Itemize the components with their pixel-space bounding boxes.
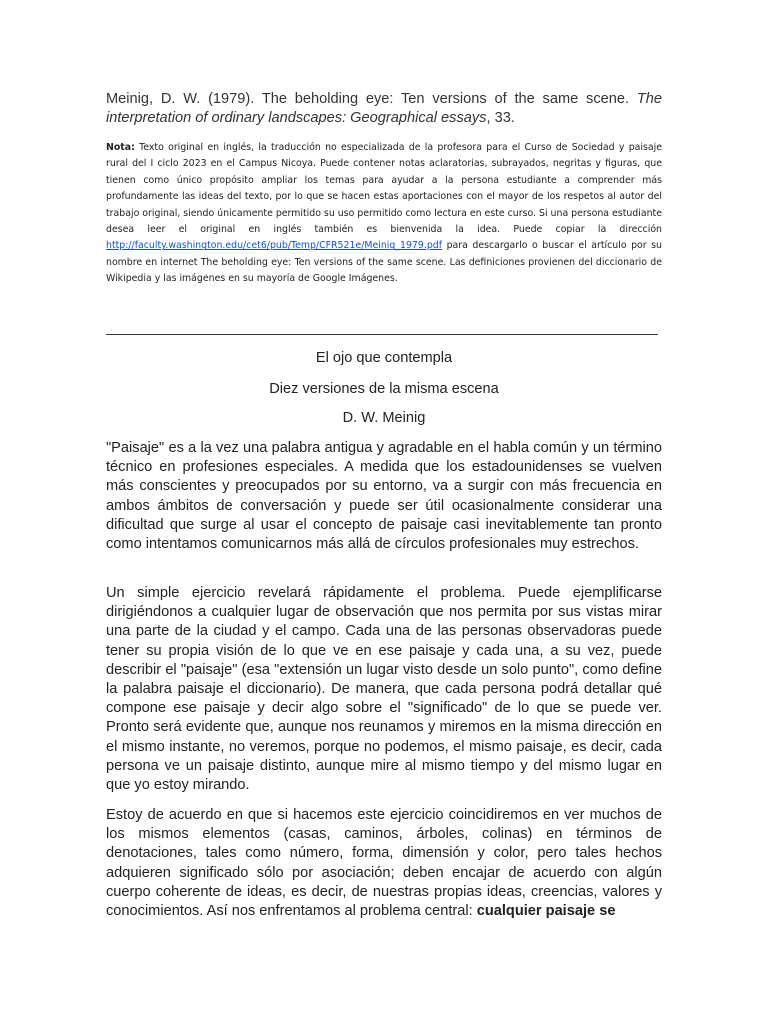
citation [106,90,662,128]
paragraph-1: "Paisaje" es a la vez una palabra antigua y agradable en el habla común y un término técnico en profesiones especiales. A medida que los estadounidenses se vuelven más conscientes y preocupados por su entorno, va a surgir con más frecuencia en ambos ámbitos de conversación y puede ser útil ocasionalmente considerar una dificultad que surge al usar el concepto de paisaje casi inevitablemente tan pronto como intentamos comunicarnos más allá de círculos profesionales muy estrechos. [106,440,662,553]
separator-line [106,334,658,335]
article-subtitle: Diez versiones de la misma escena [269,381,499,397]
paragraph-3 [106,806,662,921]
paragraph-3-text: Estoy de acuerdo en que si hacemos este ejercicio coincidiremos en ver muchos de los mismos elementos (casas, caminos, árboles, colinas) en términos de denotaciones, tales como número, forma, dimensión y color, pero tales hechos adquieren significado sólo por asociación; deben encajar de acuerdo con algún cuerpo coherente de ideas, es decir, de nuestras propias ideas, creencias, valores y conocimientos. Así nos enfrentamos al problema central: [106,807,662,920]
article-title: El ojo que contempla [315,350,453,366]
source-link[interactable]: http://faculty.washington.edu/cet6/pub/Temp/CFR521e/Meinig_1979.pdf [106,240,443,252]
note-label: Nota: [106,142,135,153]
paragraph-2: Un simple ejercicio revelará rápidamente el problema. Puede ejemplificarse dirigiéndonos a cualquier lugar de observación que nos permita por sus vistas mirar una parte de la ciudad y el campo. Cada una de las personas observadoras puede tener su propia visión de lo que ve en ese paisaje y cada una, a su vez, puede describir el "paisaje" (esa "extensión un lugar visto desde un solo punto", como define la palabra paisaje el diccionario). De manera, que cada persona podrá detallar qué compone ese paisaje y decir algo sobre el "significado" de lo que se puede ver. Pronto será evidente que, aunque nos reunamos y miremos en la misma dirección en el mismo instante, no veremos, porque no podemos, el mismo paisaje, es decir, cada persona ve un paisaje distinto, aunque mire al mismo tiempo y del mismo lugar en que yo estoy mirando. [106,585,662,794]
citation-authors-title: Meinig, D. W. (1979). The beholding eye: Ten versions of the same scene. [106,91,637,107]
note-text-1: Texto original en inglés, la traducción no especializada de la profesora para el Curso de Sociedad y paisaje rural del I ciclo 2023 en el Campus Nicoya. Puede contener notas aclaratorias, subrayados, negritas y figuras, que tienen como único propósito ampliar los temas para ayudar a la persona estudiante a comprender más profundamente las ideas del texto, por lo que se hacen estas aportaciones con el mayor de los respetos al autor del trabajo original, siendo únicamente permitido su uso permitido como lectura en este curso. Si una persona estudiante desea leer el original en inglés también es bienvenida la idea. Puede copiar la dirección [106,142,662,236]
article-author: D. W. Meinig [342,410,426,426]
paragraph-3-bold: cualquier paisaje se [476,903,616,920]
citation-book-title: The interpretation of ordinary landscapes: Geographical essays [106,91,662,126]
note-text-2: para descargarlo o buscar el artículo por su nombre en internet The beholding eye: Ten versions of the same scene. Las definiciones provienen del diccionario de Wikipedia y las imágenes en su mayoría de Google Imágenes. [106,240,662,285]
citation-page: , 33. [486,110,515,126]
translation-note [106,140,662,288]
